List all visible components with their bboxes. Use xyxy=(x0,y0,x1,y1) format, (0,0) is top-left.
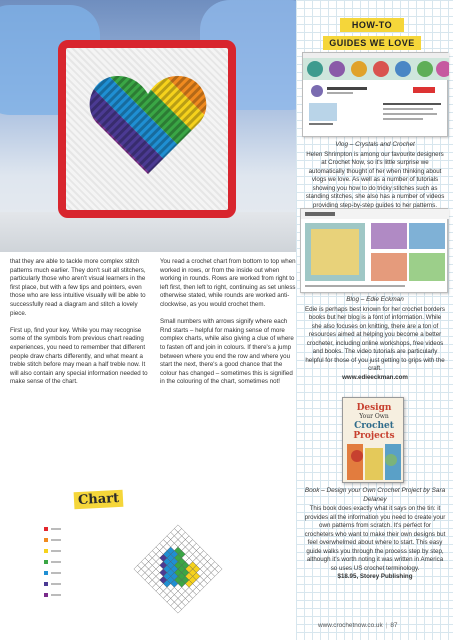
article-column-left xyxy=(10,258,150,396)
book-title-line: Projects xyxy=(353,431,395,441)
chart-key-swatch xyxy=(44,560,48,564)
chart-title: Chart xyxy=(74,490,124,510)
footer-divider: | xyxy=(385,622,388,629)
item-text: This book does exactly what it says on the tin: it provides all the information you need to create your own patterns from scratch. It's perfect for crocheters who want to make their own designs but feel overwhelmed about where to start. This easy guide walks you through the process step by step, although it's worth noting it was written in America so uses US crochet terminology. xyxy=(304,505,446,572)
page-number: 87 xyxy=(390,622,398,629)
chart-key-swatch xyxy=(44,571,48,575)
chart-key xyxy=(44,527,61,597)
sidebar-item-blog xyxy=(304,296,446,382)
item-link-text: $18.95, Storey Publishing xyxy=(337,573,413,580)
item-caption: Book – Design your Own Crochet Project by Sara Delaney xyxy=(304,487,446,503)
chart-grid xyxy=(134,525,222,613)
rainbow-heart-image xyxy=(88,70,208,180)
sidebar-heading-line2: GUIDES WE LOVE xyxy=(323,36,421,50)
paragraph: First up, find your key. While you may recognise some of the symbols from previous chart reading experiences, you need to remember that different people draw charts differently, and what meant a treble stitch before may mean a half treble now. It will also contain any special information needed to make sense of the chart. xyxy=(10,326,148,386)
crochet-chart-diagram xyxy=(38,505,268,633)
vlog-screenshot xyxy=(302,52,448,137)
item-caption: Blog – Edie Eckman xyxy=(346,296,404,303)
item-text: Helen Shrimpton is among our favourite designers at Crochet Now, so it's little surprise we automatically thought of her when thinking about vlogs we love. As well as a number of tutorials showing you how to do tricky stitches such as standing stitches, she also has a number of videos providing step-by-step guides to her patterns. xyxy=(305,150,445,209)
sidebar-heading xyxy=(316,15,428,51)
sidebar-item-book xyxy=(304,487,446,582)
bed-surface xyxy=(0,212,296,252)
chart-key-swatch xyxy=(44,527,48,531)
rainbow-heart-pillow xyxy=(58,40,236,218)
item-text: Edie is perhaps best known for her crochet borders books but her blog is a font of information. While she also focuses on knitting, there are a ton of resources aimed at helping you become a better crocheter, including online workshops, free videos and books. The video tutorials are particularly helpful for those of you just getting to grips with the craft. xyxy=(305,305,445,372)
chart-key-swatch xyxy=(44,593,48,597)
book-cover-image xyxy=(343,398,404,483)
vlog-screenshot-image xyxy=(303,53,449,138)
paragraph: that they are able to tackle more complex stitch patterns much earlier. They don't suit all stitchers, particularly those who aren't visual learners in the first place, but with a few tips and pointers, even those who are less intuitive visually will be able to successfully read a diagram and stitch a lovely piece. xyxy=(10,258,146,317)
article-column-right xyxy=(160,258,298,396)
book-title-line: Design xyxy=(356,403,392,413)
paragraph: Small numbers with arrows signify where each Rnd starts – helpful for making sense of more complex charts, while also giving a clue of where to fasten off and join in colours. If there's a jump between where you end the row and where you start the next, there's a good chance that the colour has changed – sometimes this is signified in the colouring of the chart, sometimes not! xyxy=(160,318,294,386)
footer-url: www.crochetnow.co.uk xyxy=(318,622,383,629)
page-footer xyxy=(318,622,397,629)
chart-key-swatch xyxy=(44,549,48,553)
blog-screenshot xyxy=(300,208,448,293)
book-title-line: Your Own xyxy=(359,413,389,420)
sidebar-heading-line1: HOW-TO xyxy=(340,18,404,32)
book-cover xyxy=(342,397,404,483)
item-link-text: www.edieeckman.com xyxy=(342,373,408,381)
blog-screenshot-image xyxy=(301,209,449,294)
chart-key-swatch xyxy=(44,538,48,542)
book-title-line: Crochet xyxy=(354,421,394,431)
item-caption: Vlog – Crystals and Crochet xyxy=(335,141,415,148)
hero-photo-pillow xyxy=(0,0,296,252)
chart-key-swatch xyxy=(44,582,48,586)
paragraph: You read a crochet chart from bottom to top when worked in rows, or from the inside out when working in rounds. Rows are worked from right to left first, then left to right, continuing as set unless otherwise stated, while rounds are worked anti-clockwise, as you would crochet them. xyxy=(160,258,296,308)
